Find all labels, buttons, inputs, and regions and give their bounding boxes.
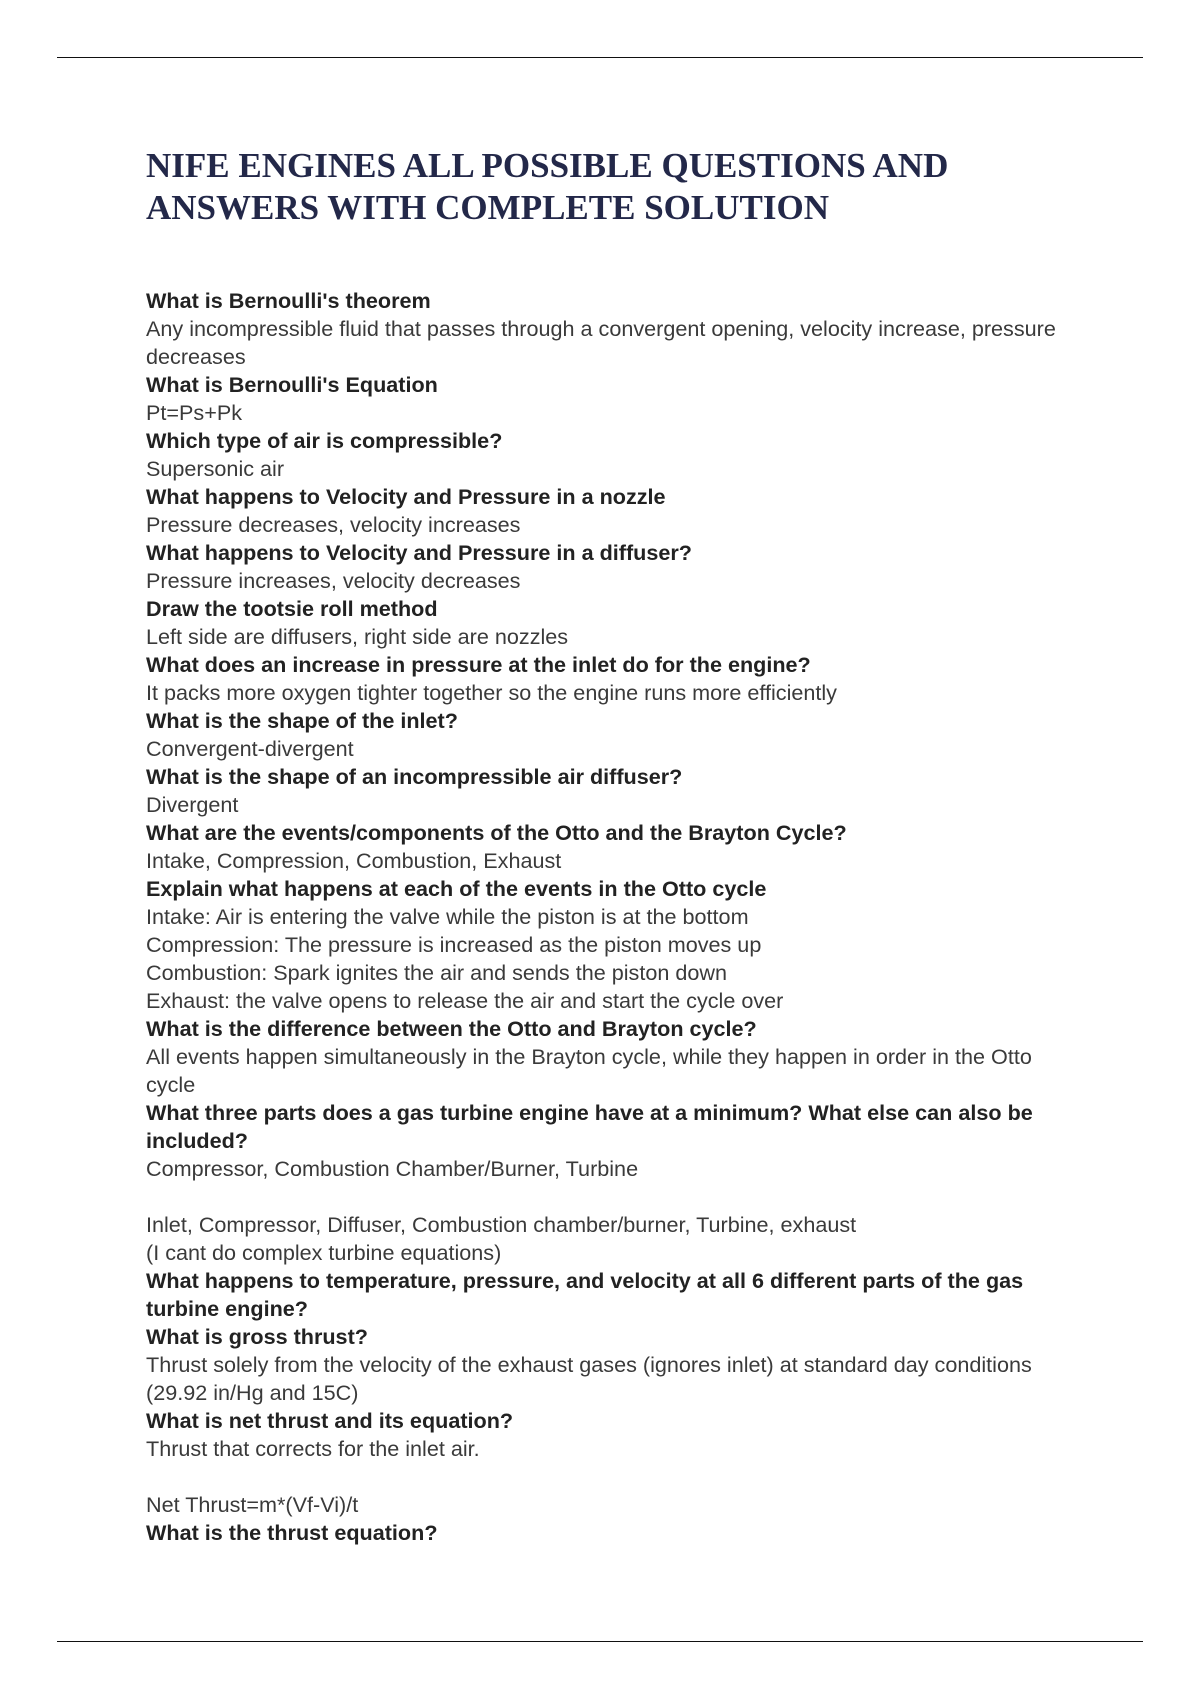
answer-text: Exhaust: the valve opens to release the air and start the cycle over bbox=[146, 988, 784, 1013]
answer-text: It packs more oxygen tighter together so the engine runs more efficiently bbox=[146, 680, 837, 705]
answer-text: Convergent-divergent bbox=[146, 736, 354, 761]
question-text: What does an increase in pressure at the inlet do for the engine? bbox=[146, 652, 811, 677]
question-text: What is the shape of an incompressible air diffuser? bbox=[146, 764, 683, 789]
answer-blank-line bbox=[146, 1463, 1081, 1491]
answer-text: Compressor, Combustion Chamber/Burner, Turbine bbox=[146, 1156, 639, 1181]
question-text: What three parts does a gas turbine engine have at a minimum? What else can also be included? bbox=[146, 1100, 1039, 1153]
question-text: Draw the tootsie roll method bbox=[146, 596, 438, 621]
question-text: What is gross thrust? bbox=[146, 1324, 368, 1349]
question-text: What happens to temperature, pressure, and velocity at all 6 different parts of the gas turbine engine? bbox=[146, 1268, 1030, 1321]
footer-rule bbox=[57, 1641, 1143, 1642]
question-text: What is Bernoulli's Equation bbox=[146, 372, 438, 397]
question-text: What is the shape of the inlet? bbox=[146, 708, 458, 733]
question-text: Which type of air is compressible? bbox=[146, 428, 503, 453]
answer-text: Net Thrust=m*(Vf-Vi)/t bbox=[146, 1492, 359, 1517]
question-text: Explain what happens at each of the events in the Otto cycle bbox=[146, 876, 767, 901]
answer-text: Pressure increases, velocity decreases bbox=[146, 568, 521, 593]
answer-text: Thrust solely from the velocity of the exhaust gases (ignores inlet) at standard day conditions (29.92 in/Hg and 15C) bbox=[146, 1352, 1038, 1405]
answer-text: Intake: Air is entering the valve while the piston is at the bottom bbox=[146, 904, 749, 929]
answer-text: Compression: The pressure is increased as the piston moves up bbox=[146, 932, 762, 957]
question-text: What are the events/components of the Otto and the Brayton Cycle? bbox=[146, 820, 847, 845]
question-text: What is Bernoulli's theorem bbox=[146, 288, 431, 313]
answer-text: Combustion: Spark ignites the air and sends the piston down bbox=[146, 960, 727, 985]
document-title: NIFE ENGINES ALL POSSIBLE QUESTIONS AND ANSWERS WITH COMPLETE SOLUTION bbox=[146, 146, 949, 227]
answer-blank-line bbox=[146, 1183, 1081, 1211]
answer-text: Divergent bbox=[146, 792, 239, 817]
header-rule bbox=[57, 57, 1143, 58]
question-text: What is the thrust equation? bbox=[146, 1520, 438, 1545]
answer-text: All events happen simultaneously in the Brayton cycle, while they happen in order in the Otto cycle bbox=[146, 1044, 1038, 1097]
question-text: What happens to Velocity and Pressure in a diffuser? bbox=[146, 540, 692, 565]
question-text: What is the difference between the Otto and Brayton cycle? bbox=[146, 1016, 757, 1041]
question-text: What happens to Velocity and Pressure in a nozzle bbox=[146, 484, 666, 509]
question-text: What is net thrust and its equation? bbox=[146, 1408, 514, 1433]
answer-text: Inlet, Compressor, Diffuser, Combustion chamber/burner, Turbine, exhaust bbox=[146, 1212, 857, 1237]
answer-text: Thrust that corrects for the inlet air. bbox=[146, 1436, 480, 1461]
answer-text: Supersonic air bbox=[146, 456, 285, 481]
answer-text: (I cant do complex turbine equations) bbox=[146, 1240, 502, 1265]
qa-list bbox=[146, 287, 1081, 1547]
answer-text: Pt=Ps+Pk bbox=[146, 400, 243, 425]
answer-text: Pressure decreases, velocity increases bbox=[146, 512, 521, 537]
answer-text: Left side are diffusers, right side are nozzles bbox=[146, 624, 569, 649]
answer-text: Any incompressible fluid that passes through a convergent opening, velocity increase, pressure decreases bbox=[146, 316, 1062, 369]
answer-text: Intake, Compression, Combustion, Exhaust bbox=[146, 848, 562, 873]
